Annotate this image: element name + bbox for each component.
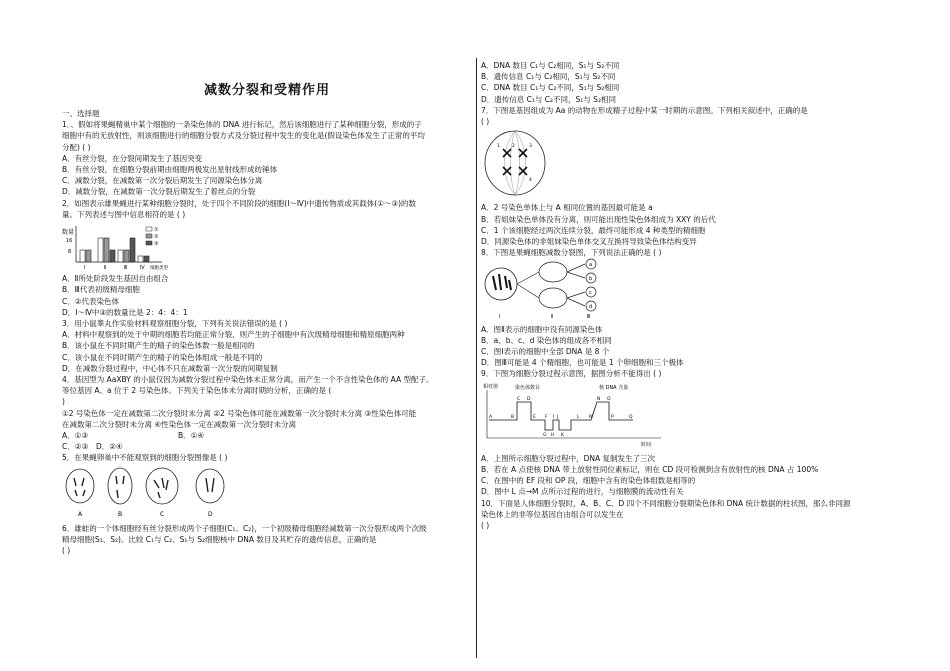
q8-label-d: d [589,304,593,311]
q2-ylabel: 数量 [62,229,75,237]
q8-division-figure [481,258,641,320]
option: B．Ⅲ代表初级精母细胞 [62,285,140,295]
option: B．该小鼠在不同时期产生的精子的染色体数一般是相同的 [62,341,255,351]
q8-label-a: a [589,262,593,269]
q9-curve2-label: 核 DNA 含量 [599,384,629,391]
option: D．遗传信息 C₁与 C₂不同，S₁与 S₂相同 [481,94,616,104]
option: A．DNA 数目 C₁与 C₂相同，S₁与 S₂不同 [481,61,620,70]
q8-label-II: Ⅱ [551,314,554,321]
q7-label-4: 4 [529,178,532,184]
option: D．在减数分裂过程中，中心体不只在减数第一次分裂的间期复制 [62,363,278,373]
option: A．材料中观察到的处于中期的细胞若均能正常分裂，则产生的子细胞中有次级精母细胞和精原细胞两种 [62,330,405,340]
right-column [481,60,891,531]
q9-curve1-label: 染色体数目 [515,384,541,391]
q7-label-2: 2 [512,144,515,150]
q2-cat-1: Ⅰ [84,265,86,271]
q2-cat-4: Ⅳ [140,265,145,271]
option: D．同源染色体的非姐妹染色单体交叉互换将导致染色体结构变异 [481,237,697,247]
q2-xlabel: 细胞类型 [150,266,168,271]
q7-label-1: 1 [497,144,500,150]
q8-label-c: c [589,290,592,297]
q5-label-b: B [118,510,123,518]
question-6: 6．雄蛙的一个体细胞经有丝分裂形成两个子细胞(C₁、C₂)，一个初级精母细胞经减数第一次分裂形成两个次级 精母细胞(S₁、S₂)。比较 C₁与 C₂、S₁与 S₂细胞核中 DNA 数目及其贮存的遗传信息，正确的是 ( ) [62,523,427,556]
q2-bar-figure [62,220,202,270]
option: A．2 号染色单体上与 A 相同位置的基因最可能是 a [481,203,653,213]
q2-tick-8: 8 [68,249,72,256]
option: B．a、b、c、d 染色体的组成各不相同 [481,335,612,345]
q9-point-M: M [589,414,593,420]
question-5: 5．在果蝇卵巢中不能观察到的细胞分裂图像是 ( ) A B C D [62,452,472,522]
q9-point-N: N [597,396,601,402]
option: B．①④ [178,431,205,441]
q7-label-3: 3 [529,144,532,150]
option: B．有丝分裂，在细胞分裂前期由细胞两极发出星射线形成纺锤体 [62,165,278,175]
q2-cat-3: Ⅲ [124,265,128,271]
q9-point-L: L [577,414,580,420]
q8-label-I: Ⅰ [499,314,501,321]
q5-label-a: A [78,510,83,518]
option: D．图中 L 点→M 点所示过程的进行，与细胞膜的流动性有关 [481,487,684,497]
q9-point-G: G [543,432,547,438]
option: D．②④ [96,442,123,452]
q9-point-Q: Q [629,414,633,420]
q9-point-I: I [553,414,555,420]
question-10: 10．下面是人体细胞分裂时，A、B、C、D 四个不同细胞分裂期染色体和 DNA 统计数据的柱状图，那么非同源 染色体上的非等位基因自由组合可以发生在 ( ) [481,498,851,531]
q9-line-figure [481,380,681,450]
q7-cell-figure [481,127,561,199]
q9-point-K: K [561,432,564,438]
option: B．若姐妹染色单体没有分离，则可能出现性染色体组成为 XXY 的后代 [481,214,716,224]
option: A．①③ [62,431,89,441]
option: A．上图所示细胞分裂过程中，DNA 复制发生了三次 [481,453,656,463]
q2-legend-1: ① [154,227,159,234]
q2-tick-16: 16 [66,238,73,245]
q5-label-c: C [160,510,165,518]
question-9: 9．下图为细胞分裂过程示意图，据图分析不能得出 ( ) 相对值 时间 染色体数目 核 DNA 含量 A B C D E F G H I J K L M N O P Q A．上图所示细胞分裂过程中，DNA 复制发生了三次 B．若在 A 点使核 DNA 带上放射性同位素标记，则在 CD 段可检测到含有放射性的核 DNA 占 100% C．在图中的 EF 段和 OP 段，细胞中含有的染色体组数是相等的 D．图中 L 点→M 点所示过程的进行，与细胞膜的流动性有关 [481,368,891,497]
q9-point-O: O [607,396,611,402]
option: C．1 个该细胞经过两次连续分裂，最终可能形成 4 种类型的精细胞 [481,225,706,235]
option: C．该小鼠在不同时期产生的精子的染色体组成一般是不同的 [62,352,263,362]
column-divider [476,58,477,658]
question-3: 3．用小鼠睾丸作实验材料观察细胞分裂，下列有关说法错误的是 ( ) A．材料中观察到的处于中期的细胞若均能正常分裂，则产生的子细胞中有次级精母细胞和精原细胞两种 B．该小鼠在不同时期产生的精子的染色体数一般是相同的 C．该小鼠在不同时期产生的精子的染色体组成一般是不同的 D．在减数分裂过程中，中心体不只在减数第一次分裂的间期复制 [62,318,472,374]
option: B．若在 A 点使核 DNA 带上放射性同位素标记，则在 CD 段可检测到含有放射性的核 DNA 占 100% [481,465,819,475]
q9-point-P: P [611,414,614,420]
option: D．图Ⅲ可能是 4 个精细胞，也可能是 1 个卵细胞和三个极体 [481,358,684,368]
q9-point-A: A [489,414,493,420]
section-heading: 一、选择题 [62,109,100,118]
option: C．减数分裂，在减数第一次分裂后期发生了同源染色体分离 [62,176,263,186]
question-1: 1．、假如将果蝇精巢中某个细胞的一条染色体的 DNA 进行标记，然后该细胞进行了某种细胞分裂，形成的子 细胞中有的无放射性，则该细胞进行的细胞分裂方式及分裂过程中发生的变化是(假设染色体发生了正常的平均 分配) ( ) A．有丝分裂，在分裂间期发生了基因突变 B．有丝分裂，在细胞分裂前期由细胞两极发出星射线形成纺锤体 C．减数分裂，在减数第一次分裂后期发生了同源染色体分离 D．减数分裂，在减数第一次分裂后期发生了着丝点的分裂 [62,119,472,197]
q9-point-D: D [527,396,531,402]
left-column [62,60,472,557]
q9-point-C: C [517,396,521,402]
q2-cat-2: Ⅱ [104,265,107,271]
option: D．减数分裂，在减数第一次分裂后期发生了着丝点的分裂 [62,187,256,197]
option: D．Ⅰ～Ⅳ中③的数量比是 2：4：4：1 [62,307,188,317]
question-2: 2．如图表示雄果蝇进行某种细胞分裂时，处于四个不同阶段的细胞(Ⅰ～Ⅳ)中遗传物质或其载体(①～③)的数 量。下列表述与图中信息相符的是 ( ) 数量 16 8 Ⅰ Ⅱ Ⅲ Ⅳ 细胞类型 ① ② ③ A．Ⅱ所处阶段发生基因自由组合 B．Ⅲ代表初级精母细胞 C．②代表染色体 D．Ⅰ～Ⅳ中③的数量比是 2：4：4：1 [62,198,472,318]
q9-point-E: E [533,414,536,420]
option: C．在图中的 EF 段和 OP 段，细胞中含有的染色体组数是相等的 [481,476,696,486]
q2-legend-3: ③ [154,241,159,248]
option: B．遗传信息 C₁与 C₂相同，S₁与 S₂不同 [481,72,616,82]
q8-label-b: b [589,276,593,283]
option: A．图Ⅱ表示的细胞中没有同源染色体 [481,324,603,334]
q8-label-III: Ⅲ [587,314,591,321]
q2-legend-2: ② [154,234,159,241]
option: A．有丝分裂，在分裂间期发生了基因突变 [62,153,203,163]
option: C．图Ⅰ表示的细胞中全部 DNA 是 8 个 [481,347,610,357]
question-6-options [481,60,891,105]
question-8: 8．下图是果蝇细胞减数分裂图，下列说法正确的是 ( ) a b c d Ⅰ Ⅱ Ⅲ A．图Ⅱ表示的细胞中没有同源染色体 B．a、b、c、d 染色体的组成各不相同 C．图Ⅰ表示的细胞中全部 DNA 是 8 个 D．图Ⅲ可能是 4 个精细胞，也可能是 1 个卵细胞和三个极体 [481,247,891,368]
q9-point-B: B [511,414,515,420]
q9-point-J: J [557,414,559,420]
option: C．DNA 数目 C₁与 C₂不同，S₁与 S₂相同 [481,83,620,93]
option: C．②代表染色体 [62,296,119,306]
question-4: 4．基因型为 AaXBY 的小鼠仅因为减数分裂过程中染色体未正常分离，而产生一个不含性染色体的 AA 型配子。 等位基因 A、a 位于 2 号染色体。下列关于染色体未分离时期的分析，正确的是 ( ) ①2 号染色体一定在减数第二次分裂时未分离 ②2 号染色体可能在减数第一次分裂时未分离 ③性染色体可能 在减数第二次分裂时未分离 ④性染色体一定在减数第一次分裂时未分离 A．①③ B．①④ C．②③ D．②④ [62,375,434,452]
question-7: 7．下图是基因组成为 Aa 的动物在形成精子过程中某一时期的示意图。下列相关叙述中，正确的是 ( ) 1 2 3 4 A．2 号染色单体上与 A 相同位置的基因最可能是 a B．若姐妹染色单体没有分离，则可能出现性染色体组成为 XXY 的后代 C．1 个该细胞经过两次连续分裂，最终可能形成 4 种类型的精细胞 D．同源染色体的非姐妹染色单体交叉互换将导致染色体结构变异 [481,105,891,247]
option: A．Ⅱ所处阶段发生基因自由组合 [62,274,169,284]
q5-cell-figure [62,464,282,520]
option: C．②③ [62,442,89,452]
q9-ylabel: 相对值 [483,383,499,390]
q9-point-H: H [551,432,555,438]
q9-point-F: F [545,414,548,420]
q9-xlabel: 时间 [641,441,652,448]
page-title: 减数分裂和受精作用 [203,83,330,98]
q5-label-d: D [208,510,213,518]
